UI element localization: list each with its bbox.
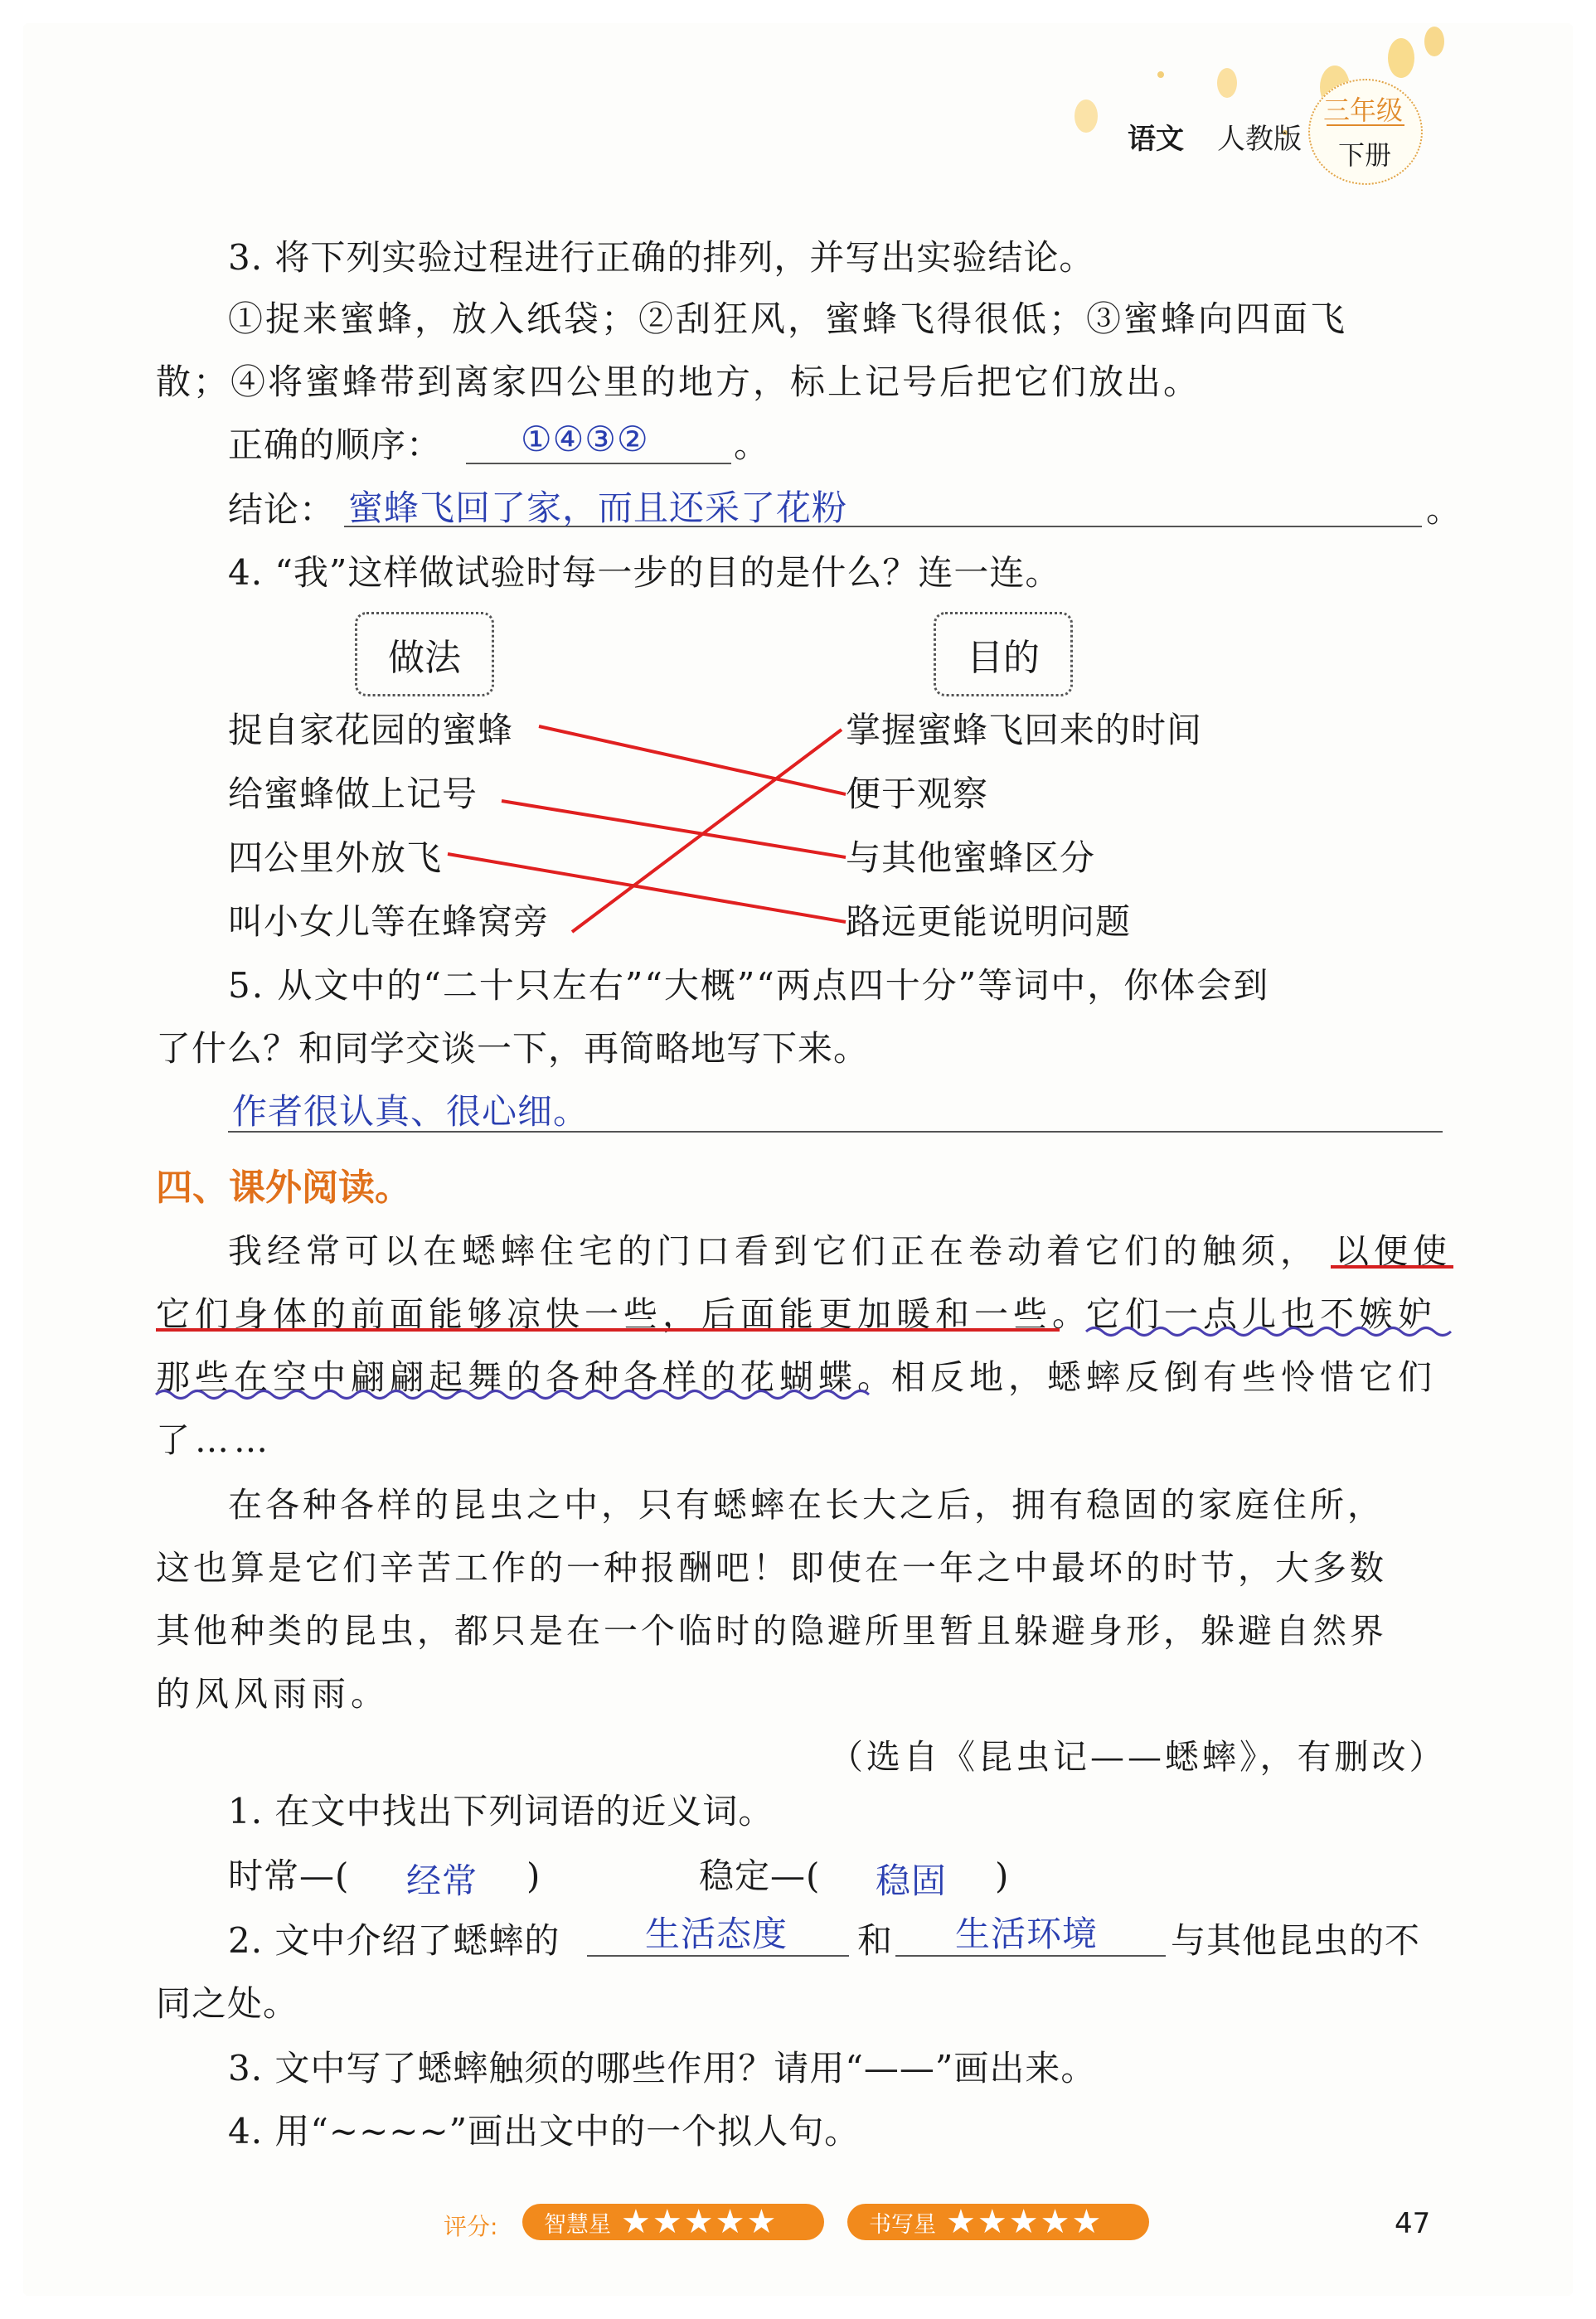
method-header: 做法 [388,637,461,679]
writing-star-badge[interactable] [847,2204,1149,2240]
wisdom-star-badge[interactable] [522,2204,824,2240]
passage-p1-line3a: 那些在空中翩翩起舞的各种各样的花蝴蝶。 [156,1357,896,1397]
passage-p1-line2b: 它们一点儿也不嫉妒 [1086,1294,1437,1334]
method-item-1[interactable]: 捉自家花园的蜜蜂 [228,710,514,750]
passage-p2-line1: 在各种各样的昆虫之中，只有蟋蟀在长大之后，拥有稳固的家庭住所， [228,1485,1385,1525]
header-volume: 下册 [1338,139,1392,171]
passage-source: （选自《昆虫记——蟋蟀》，有删改） [829,1737,1447,1777]
wavy-underline-1 [1086,1328,1451,1336]
s4-q3: 3. 文中写了蟋蟀触须的哪些作用？请用“——”画出来。 [228,2048,1097,2089]
wisdom-star-label: 智慧星 [544,2211,611,2238]
s4-q2-answer-2[interactable]: 生活环境 [955,1914,1099,1954]
q5-line1: 5. 从文中的“二十只左右”“大概”“两点四十分”等词中，你体会到 [228,965,1270,1006]
s4-q1-b-label: 稳定—( [699,1856,821,1896]
q3-question: 3. 将下列实验过程进行正确的排列，并写出实验结论。 [228,237,1095,278]
conclusion-answer[interactable]: 蜜蜂飞回了家，而且还采了花粉 [348,488,848,528]
passage-p1-line1a: 我经常可以在蟋蟀住宅的门口看到它们正在卷动着它们的触须， [228,1231,1319,1271]
method-item-2[interactable]: 给蜜蜂做上记号 [228,774,478,814]
q5-answer[interactable]: 作者很认真、很心细。 [232,1091,589,1132]
wisdom-stars-icon: ★★★★★ [621,2203,779,2241]
s4-q1: 1. 在文中找出下列词语的近义词。 [228,1791,774,1831]
purpose-item-3[interactable]: 与其他蜜蜂区分 [846,837,1096,878]
s4-q1-b-end: ) [995,1856,1010,1896]
purpose-item-2[interactable]: 便于观察 [846,774,989,814]
writing-star-label: 书写星 [869,2211,936,2238]
passage-p1-line1b: 以便使 [1335,1231,1452,1271]
header-edition: 人教版 [1217,123,1302,156]
header-subject: 语文 [1128,123,1184,156]
order-end-punct: 。 [734,425,770,465]
match-line-4-to-1 [572,730,842,932]
order-answer[interactable]: ①④③② [521,419,649,459]
conclusion-label: 结论： [228,489,336,530]
match-line-2-to-3 [502,801,846,857]
s4-q4: 4. 用“~~~~”画出文中的一个拟人句。 [228,2111,861,2152]
passage-p2-line2: 这也算是它们辛苦工作的一种报酬吧！即使在一年之中最坏的时节，大多数 [156,1548,1387,1588]
passage-p1-line4: 了…… [156,1420,273,1460]
s4-q1-a-answer[interactable]: 经常 [406,1861,478,1901]
s4-q1-a-label: 时常—( [228,1856,350,1896]
purpose-item-1[interactable]: 掌握蜜蜂飞回来的时间 [846,710,1203,750]
s4-q2-text-c: 同之处。 [156,1983,299,2024]
wavy-underline-2 [156,1391,869,1399]
writing-stars-icon: ★★★★★ [946,2203,1104,2241]
s4-q2-text-a: 2. 文中介绍了蟋蟀的 [228,1920,560,1961]
s4-q2-blank-2 [895,1955,1166,1957]
method-item-3[interactable]: 四公里外放飞 [228,837,443,878]
order-label: 正确的顺序： [228,425,443,465]
passage-p1-line2a: 它们身体的前面能够凉快一些，后面能更加暖和一些。 [156,1294,1091,1334]
passage-p1-line3b: 相反地，蟋蟀反倒有些怜惜它们 [891,1357,1437,1397]
score-label: 评分: [444,2213,498,2240]
straight-underline-1 [1331,1265,1453,1269]
s4-q2-blank-1 [587,1955,849,1957]
wavy-underlines [0,1318,1596,1401]
page-number: 47 [1395,2207,1431,2240]
s4-q2-answer-1[interactable]: 生活态度 [645,1914,788,1954]
passage-p2-line4: 的风风雨雨。 [156,1674,390,1714]
conclusion-end-punct: 。 [1426,489,1463,530]
s4-q2-text-b: 与其他昆虫的不 [1171,1920,1421,1961]
q3-steps-line1: ①捉来蜜蜂，放入纸袋；②刮狂风，蜜蜂飞得很低；③蜜蜂向四面飞 [228,298,1348,339]
purpose-item-4[interactable]: 路远更能说明问题 [846,901,1132,942]
passage-p2-line3: 其他种类的昆虫，都只是在一个临时的隐避所里暂且躲避身形，躲避自然界 [156,1611,1387,1651]
q5-answer-line [228,1131,1443,1133]
q5-line2: 了什么？和同学交谈一下，再简略地写下来。 [156,1028,870,1069]
s4-q2-and: 和 [857,1920,894,1961]
q3-steps-line2: 散；④将蜜蜂带到离家四公里的地方，标上记号后把它们放出。 [156,361,1201,402]
purpose-header: 目的 [967,637,1040,679]
s4-q1-b-answer[interactable]: 稳固 [876,1861,948,1901]
header-grade: 三年级 [1323,95,1404,126]
q4-question: 4. “我”这样做试验时每一步的目的是什么？连一连。 [228,552,1061,593]
method-item-4[interactable]: 叫小女儿等在蜂窝旁 [228,901,550,942]
matching-lines [0,0,1596,995]
s4-q1-a-end: ) [526,1856,541,1896]
match-line-3-to-4 [448,854,846,922]
section4-title: 四、课外阅读。 [156,1167,411,1209]
